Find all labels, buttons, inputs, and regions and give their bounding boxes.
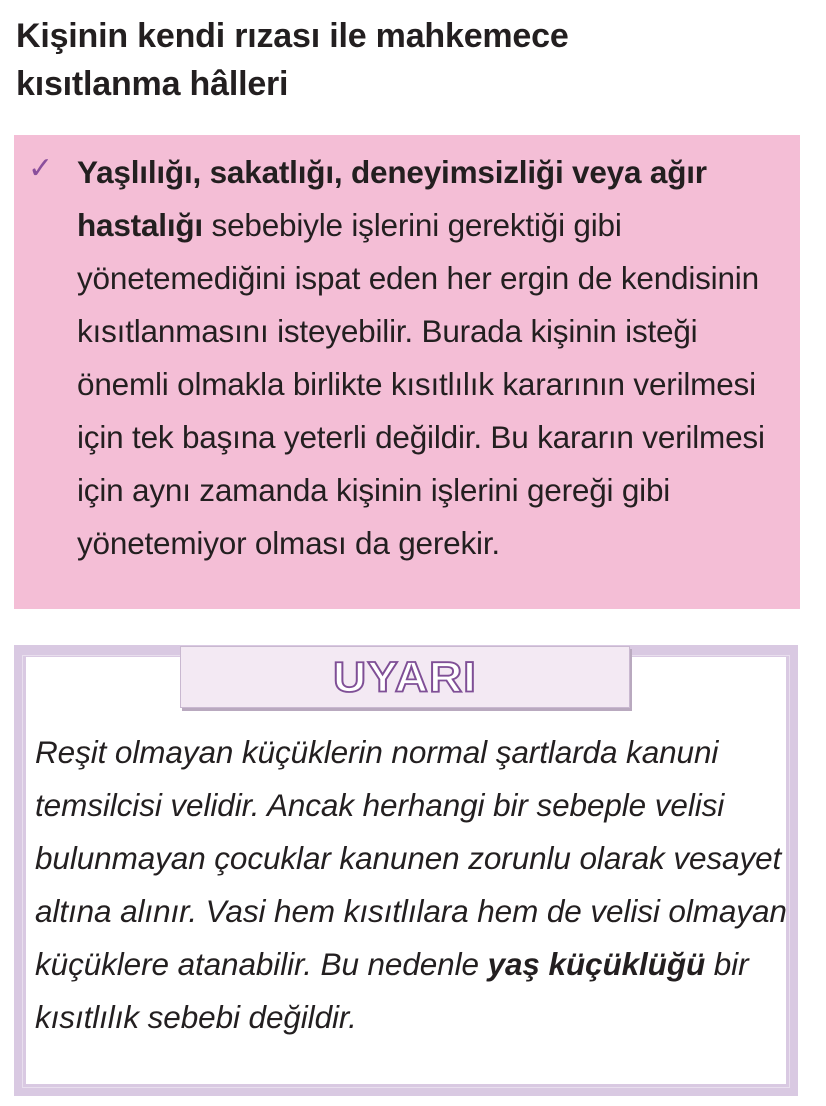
check-icon: ✓ (28, 152, 54, 185)
warning-text-bold: yaş küçüklüğü (487, 946, 706, 982)
warning-text-before: Reşit olmayan küçüklerin normal şartlarda kanuni temsilcisi velidir. Ancak herhangi bir sebeple velisi bulunmayan çocuklar kanunen zorunlu olarak vesayet altına alınır. Vasi hem kısıtlılara hem de velisi olmayan küçüklere atanabilir. Bu nedenle (35, 734, 787, 982)
section-heading (16, 12, 796, 108)
info-box-bold-lead: Yaşlılığı, sakatlığı, deneyimsizliği veya ağır hastalığı (77, 154, 707, 243)
warning-text (35, 726, 787, 1044)
warning-label (180, 646, 630, 708)
warning-text-after: bir kısıtlılık sebebi değildir. (35, 946, 749, 1035)
heading-line-1: Kişinin kendi rızası ile mahkemece (16, 17, 569, 55)
info-box-text (77, 146, 795, 570)
warning-label-text: UYARI (333, 653, 477, 701)
heading-line-2: kısıtlanma hâlleri (16, 65, 289, 103)
info-box-body: sebebiyle işlerini gerektiği gibi yönetemediğini ispat eden her ergin de kendisinin kısıtlanmasını isteyebilir. Burada kişinin isteği önemli olmakla birlikte kısıtlılık kararının verilmesi için tek başına yeterli değildir. Bu kararın verilmesi için aynı zamanda kişinin işlerini gereği gibi yönetemiyor olması da gerekir. (77, 207, 765, 561)
